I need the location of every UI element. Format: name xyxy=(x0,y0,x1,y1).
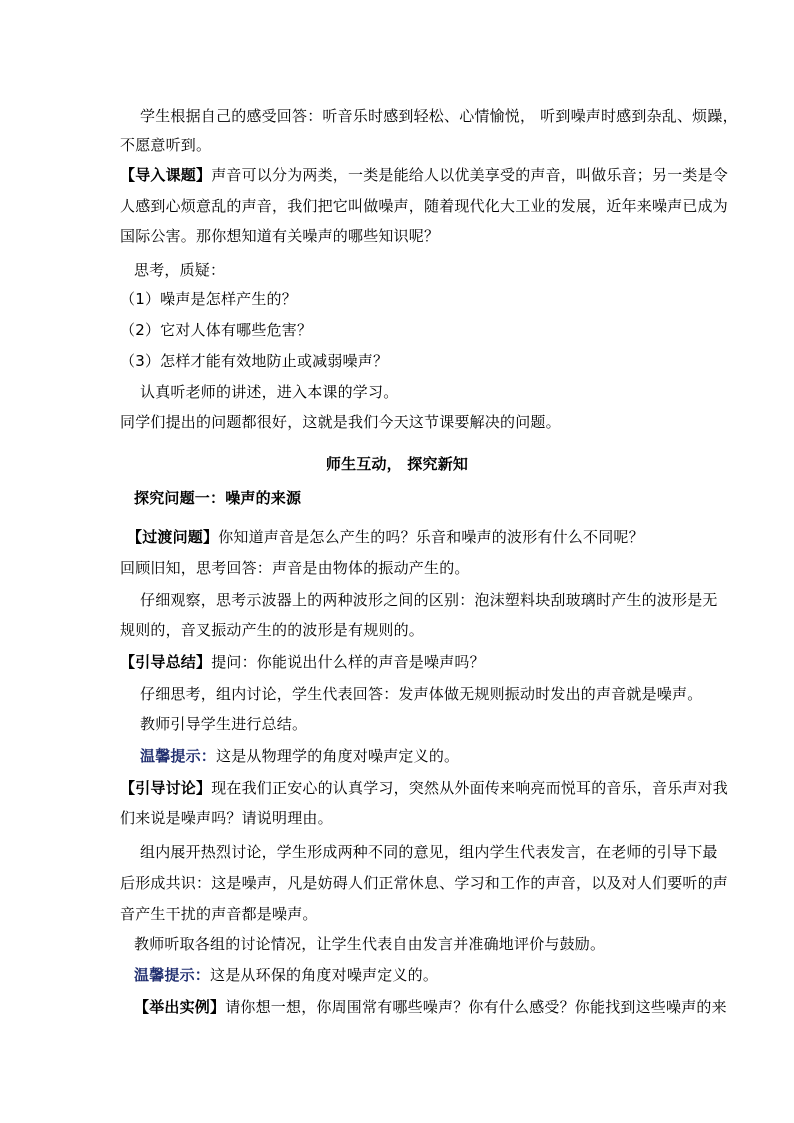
tip1-line xyxy=(140,746,459,766)
example-tag: 【举出实例】 xyxy=(134,998,226,1016)
guide-discuss-text: 现在我们正安心的认真学习，突然从外面传来响亮而悦耳的音乐，音乐声对我 xyxy=(211,779,729,797)
p1-line1: 学生根据自己的感受回答：听音乐时感到轻松、心情愉悦， 听到噪声时感到杂乱、烦躁， xyxy=(140,107,738,125)
guide-summary-line xyxy=(120,652,485,672)
observe-line2: 规则的，音叉振动产生的的波形是有规则的。 xyxy=(120,621,425,639)
guide-summary-tag: 【引导总结】 xyxy=(120,653,212,671)
tip1-tag: 温馨提示： xyxy=(140,747,217,765)
intro-tag: 【导入课题】 xyxy=(120,166,212,184)
intro-line3: 国际公害。那你想知道有关噪声的哪些知识呢？ xyxy=(120,227,440,245)
group-discuss-line2: 后形成共识：这是噪声，凡是妨碍人们正常休息、学习和工作的声音，以及对人们要听的声 xyxy=(120,874,729,892)
teacher-listen-line: 教师听取各组的讨论情况，让学生代表自由发言并准确地评价与鼓励。 xyxy=(134,935,606,953)
listen-line: 认真听老师的讲述，进入本课的学习。 xyxy=(140,383,399,401)
intro-line1 xyxy=(120,165,728,185)
transition-tag: 【过渡问题】 xyxy=(127,528,219,546)
example-line xyxy=(134,997,727,1017)
transition-line xyxy=(127,527,644,547)
teacher-summary-line: 教师引导学生进行总结。 xyxy=(140,715,308,733)
group-discuss-line1: 组内展开热烈讨论，学生形成两种不同的意见，组内学生代表发言，在老师的引导下最 xyxy=(140,843,718,861)
think-q1: （1）噪声是怎样产生的？ xyxy=(120,290,297,308)
intro-line1-text: 声音可以分为两类，一类是能给人以优美享受的声音，叫做乐音；另一类是令 xyxy=(211,166,729,184)
tip2-tag: 温馨提示： xyxy=(134,966,211,984)
guide-summary-text: 提问：你能说出什么样的声音是噪声吗？ xyxy=(211,653,485,671)
think-q2: （2）它对人体有哪些危害？ xyxy=(120,321,313,339)
questions-good-line: 同学们提出的问题都很好，这就是我们今天这节课要解决的问题。 xyxy=(120,413,561,431)
transition-text: 你知道声音是怎么产生的吗？乐音和噪声的波形有什么不同呢？ xyxy=(218,528,644,546)
tip2-text: 这是从环保的角度对噪声定义的。 xyxy=(210,966,439,984)
think-answer-line: 仔细思考，组内讨论，学生代表回答：发声体做无规则振动时发出的声音就是噪声。 xyxy=(140,685,703,703)
tip1-text: 这是从物理学的角度对噪声定义的。 xyxy=(216,747,460,765)
example-text: 请你想一想，你周围常有哪些噪声？你有什么感受？你能找到这些噪声的来 xyxy=(225,998,727,1016)
think-label: 思考，质疑： xyxy=(134,261,226,279)
guide-discuss-line1 xyxy=(120,778,728,798)
think-q3: （3）怎样才能有效地防止或减弱噪声？ xyxy=(120,352,389,370)
p1-line2: 不愿意听到。 xyxy=(120,136,212,154)
group-discuss-line3: 音产生干扰的声音都是噪声。 xyxy=(120,905,318,923)
tip2-line xyxy=(134,965,438,985)
subsection-title: 探究问题一：噪声的来源 xyxy=(134,489,302,507)
guide-discuss-line2: 们来说是噪声吗？请说明理由。 xyxy=(120,809,333,827)
guide-discuss-tag: 【引导讨论】 xyxy=(120,779,212,797)
section-title: 师生互动， 探究新知 xyxy=(325,455,469,473)
review-line: 回顾旧知，思考回答：声音是由物体的振动产生的。 xyxy=(120,559,470,577)
intro-line2: 人感到心烦意乱的声音，我们把它叫做噪声，随着现代化大工业的发展，近年来噪声已成为 xyxy=(120,197,729,215)
observe-line1: 仔细观察，思考示波器上的两种波形之间的区别：泡沫塑料块刮玻璃时产生的波形是无 xyxy=(140,591,718,609)
